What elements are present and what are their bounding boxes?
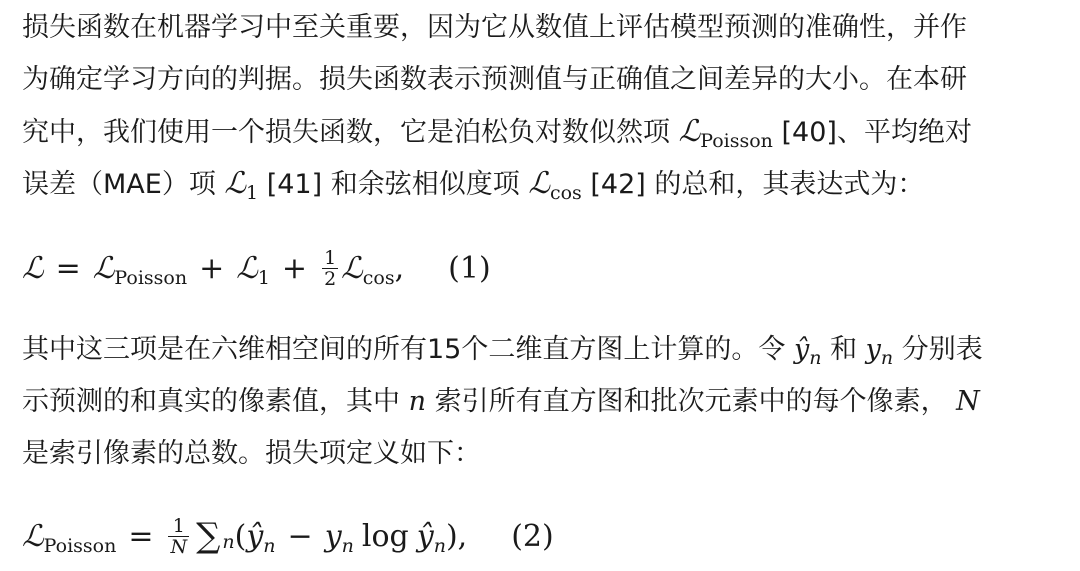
fraction-numerator: 1 bbox=[172, 514, 185, 537]
text-line bbox=[22, 106, 1062, 158]
loss-symbol: ℒ bbox=[22, 250, 44, 286]
summation-sign: ∑ bbox=[196, 516, 221, 556]
text-line bbox=[22, 324, 1062, 376]
text-segment: 误差（MAE）项 bbox=[22, 169, 216, 200]
text-segment: [41] 和余弦相似度项 bbox=[266, 169, 520, 200]
N-symbol: N bbox=[956, 386, 980, 417]
poisson-loss-symbol: ℒ$_{Poisson}$ bbox=[92, 250, 188, 289]
text-line: 损失函数在机器学习中至关重要，因为它从数值上评估模型预测的准确性，并作 bbox=[22, 12, 967, 43]
y-n-symbol: $y_n$ bbox=[865, 334, 894, 369]
equals-sign: = bbox=[55, 250, 81, 286]
text-line bbox=[22, 158, 1062, 210]
open-paren: ( bbox=[234, 518, 247, 554]
equation-number: (1) bbox=[448, 250, 491, 286]
poisson-loss-symbol: ℒ$_{Poisson}$ bbox=[678, 114, 773, 152]
minus-sign: − bbox=[287, 518, 313, 554]
fraction-half bbox=[322, 248, 338, 289]
text-segment: 索引所有直方图和批次元素中的每个像素， bbox=[434, 386, 948, 417]
text-line: 是索引像素的总数。损失项定义如下： bbox=[22, 438, 481, 469]
y-hat-n-symbol: $ŷ_n$ bbox=[246, 518, 276, 557]
plus-sign: + bbox=[199, 250, 225, 286]
equals-sign: = bbox=[128, 518, 154, 554]
equation-2 bbox=[22, 508, 554, 564]
text-segment: [40]、平均绝对 bbox=[781, 117, 972, 148]
n-symbol: n bbox=[408, 386, 426, 417]
y-hat-n-symbol: $ŷ_n$ bbox=[416, 518, 446, 557]
equation-comma: , bbox=[394, 250, 405, 286]
close-paren: ), bbox=[445, 518, 468, 554]
y-n-symbol: $y_n$ bbox=[324, 518, 354, 557]
paragraph-definitions bbox=[22, 324, 1062, 480]
fraction-numerator: 1 bbox=[324, 246, 337, 269]
text-line: 为确定学习方向的判据。损失函数表示预测值与正确值之间差异的大小。在本研 bbox=[22, 64, 967, 95]
text-segment: 示预测的和真实的像素值，其中 bbox=[22, 386, 400, 417]
fraction-denominator: N bbox=[170, 535, 188, 558]
text-segment: 分别表 bbox=[901, 334, 983, 365]
text-line bbox=[22, 376, 1062, 428]
summation-index: n bbox=[222, 531, 235, 553]
text-segment: 和 bbox=[830, 334, 858, 365]
plus-sign: + bbox=[281, 250, 308, 286]
log-function: log bbox=[361, 518, 409, 554]
equation-1 bbox=[22, 242, 491, 294]
text-segment: 究中，我们使用一个损失函数，它是泊松负对数似然项 bbox=[22, 117, 670, 148]
l1-loss-symbol: ℒ$_1$ bbox=[236, 250, 270, 289]
cos-loss-symbol: ℒ$_{cos}$ bbox=[341, 250, 395, 289]
l1-loss-symbol: ℒ$_1$ bbox=[224, 166, 259, 204]
text-segment: 其中这三项是在六维相空间的所有15个二维直方图上计算的。令 bbox=[22, 334, 786, 365]
y-hat-n-symbol: $ŷ_n$ bbox=[793, 334, 822, 369]
fraction-denominator: 2 bbox=[324, 267, 337, 290]
equation-number: (2) bbox=[511, 518, 554, 554]
cos-loss-symbol: ℒ$_{cos}$ bbox=[528, 166, 582, 204]
paragraph-intro bbox=[22, 2, 1062, 210]
text-segment: [42] 的总和，其表达式为： bbox=[590, 169, 925, 200]
fraction-one-over-n bbox=[168, 516, 189, 557]
poisson-loss-symbol: ℒ$_{Poisson}$ bbox=[22, 518, 117, 557]
